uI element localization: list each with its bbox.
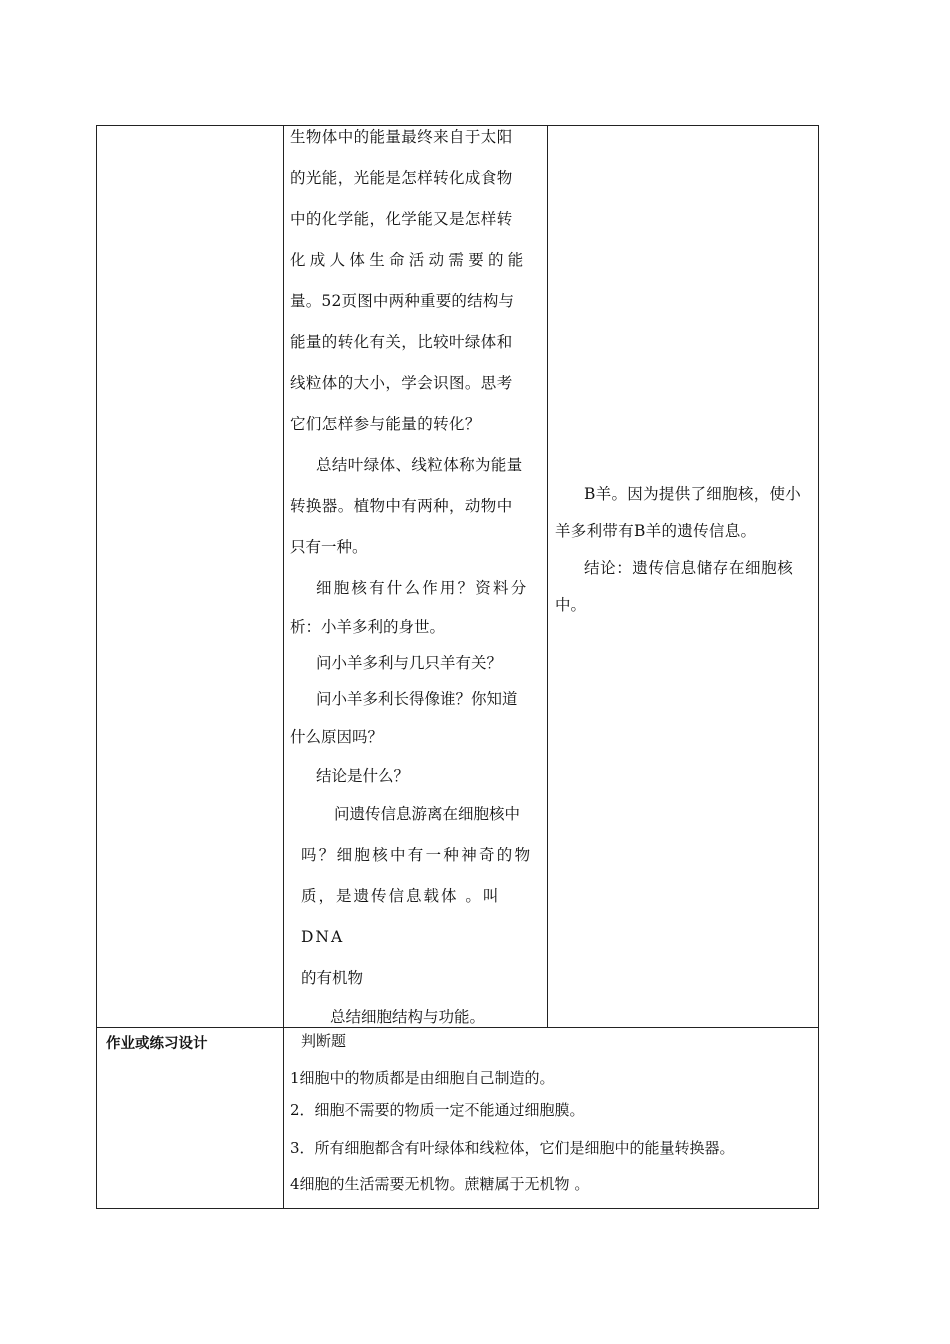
paragraph: 只有一种。 (290, 538, 368, 556)
paragraph: 能量的转化有关，比较叶绿体和 (290, 333, 513, 351)
column-divider-1 (283, 126, 284, 1208)
homework-item: 4细胞的生活需要无机物。蔗糖属于无机物 。 (290, 1175, 590, 1193)
column-divider-2 (547, 126, 548, 1027)
homework-label: 作业或练习设计 (106, 1036, 208, 1052)
paragraph: 生物体中的能量最终来自于太阳 (290, 128, 513, 146)
paragraph: 结论：遗传信息储存在细胞核 (584, 559, 794, 577)
paragraph: 细胞核有什么作用？资料分 (316, 579, 529, 597)
paragraph: 羊多利带有B羊的遗传信息。 (555, 522, 757, 540)
homework-item: 2．细胞不需要的物质一定不能通过细胞膜。 (290, 1101, 585, 1119)
paragraph: 析：小羊多利的身世。 (290, 618, 446, 636)
paragraph: 的有机物 (301, 969, 364, 987)
paragraph: 质，是遗传信息载体 。叫 DNA (301, 887, 501, 946)
lesson-table (96, 125, 819, 1209)
paragraph: 什么原因吗？ (290, 728, 384, 746)
paragraph: 结论是什么？ (316, 767, 410, 785)
paragraph: 它们怎样参与能量的转化？ (290, 415, 481, 433)
homework-title: 判断题 (301, 1032, 347, 1050)
paragraph: 中的化学能，化学能又是怎样转 (290, 210, 513, 228)
paragraph: 中。 (555, 596, 587, 614)
homework-item: 3．所有细胞都含有叶绿体和线粒体，它们是细胞中的能量转换器。 (290, 1139, 735, 1157)
paragraph: 问小羊多利与几只羊有关？ (316, 654, 503, 672)
paragraph: 问小羊多利长得像谁？你知道 (316, 690, 518, 708)
paragraph: B羊。因为提供了细胞核，使小 (584, 485, 802, 503)
paragraph: 总结细胞结构与功能。 (330, 1008, 486, 1026)
homework-item: 1细胞中的物质都是由细胞自己制造的。 (290, 1069, 555, 1087)
paragraph: 吗？细胞核中有一种神奇的物 (301, 846, 533, 864)
homework-content (290, 1030, 810, 1196)
paragraph: 化成人体生命活动需要的能 (290, 251, 528, 269)
paragraph: 转换器。植物中有两种，动物中 (290, 497, 513, 515)
paragraph: 线粒体的大小，学会识图。思考 (290, 374, 513, 392)
paragraph: 问遗传信息游离在细胞核中 (334, 805, 521, 823)
paragraph: 的光能，光能是怎样转化成食物 (290, 169, 513, 187)
paragraph: 量。52页图中两种重要的结构与 (290, 292, 515, 310)
teaching-process-cell (290, 117, 542, 1035)
paragraph: 总结叶绿体、线粒体称为能量 (316, 456, 523, 474)
student-activity-cell (555, 476, 815, 624)
